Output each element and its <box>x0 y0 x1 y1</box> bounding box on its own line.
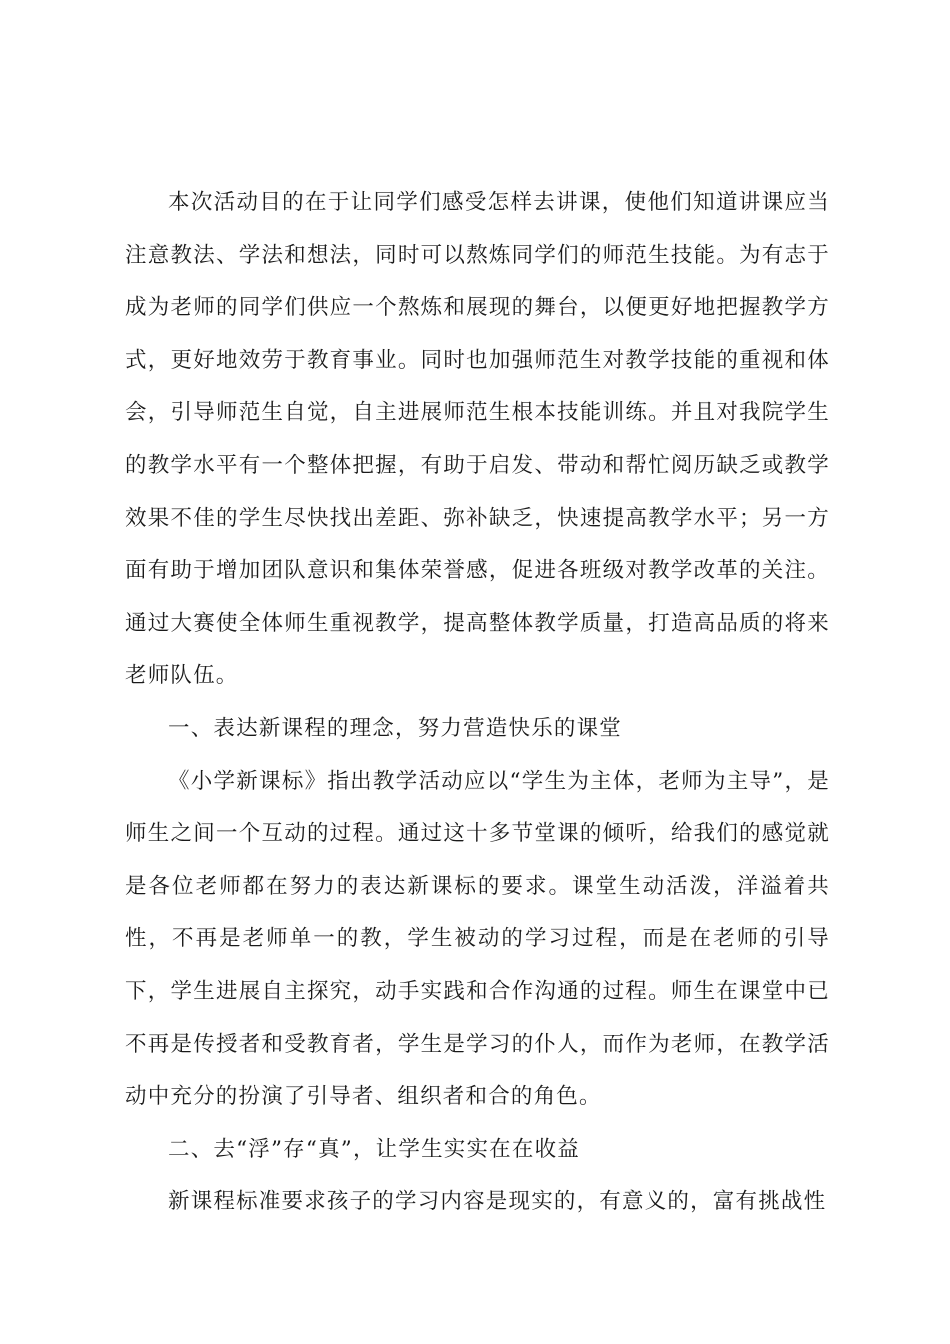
paragraph-new-curriculum: 《小学新课标》指出教学活动应以“学生为主体，老师为主导”，是师生之间一个互动的过程。通过这十多节堂课的倾听，给我们的感觉就是各位老师都在努力的表达新课标的要求。课堂生动活泼，洋溢着共性，不再是老师单一的教，学生被动的学习过程，而是在老师的引导下，学生进展自主探究，动手实践和合作沟通的过程。师生在课堂中已不再是传授者和受教育者，学生是学习的仆人，而作为老师，在教学活动中充分的扮演了引导者、组织者和合的角色。 <box>125 768 830 1110</box>
document-body <box>125 177 830 1229</box>
section-heading-2: 二、去“浮”存“真”，让学生实实在在收益 <box>168 1136 580 1162</box>
paragraph-activity-purpose: 本次活动目的在于让同学们感受怎样去讲课，使他们知道讲课应当注意教法、学法和想法，同时可以熬炼同学们的师范生技能。为有志于成为老师的同学们供应一个熬炼和展现的舞台，以便更好地把握教学方式，更好地效劳于教育事业。同时也加强师范生对教学技能的重视和体会，引导师范生自觉，自主进展师范生根本技能训练。并且对我院学生的教学水平有一个整体把握，有助于启发、带动和帮忙阅历缺乏或教学效果不佳的学生尽快找出差距、弥补缺乏，快速提高教学水平；另一方面有助于增加团队意识和集体荣誉感，促进各班级对教学改革的关注。通过大赛使全体师生重视教学，提高整体教学质量，打造高品质的将来老师队伍。 <box>125 190 830 689</box>
section-heading-1: 一、表达新课程的理念，努力营造快乐的课堂 <box>168 715 623 741</box>
paragraph-standards: 新课程标准要求孩子的学习内容是现实的，有意义的，富有挑战性 <box>168 1189 827 1215</box>
